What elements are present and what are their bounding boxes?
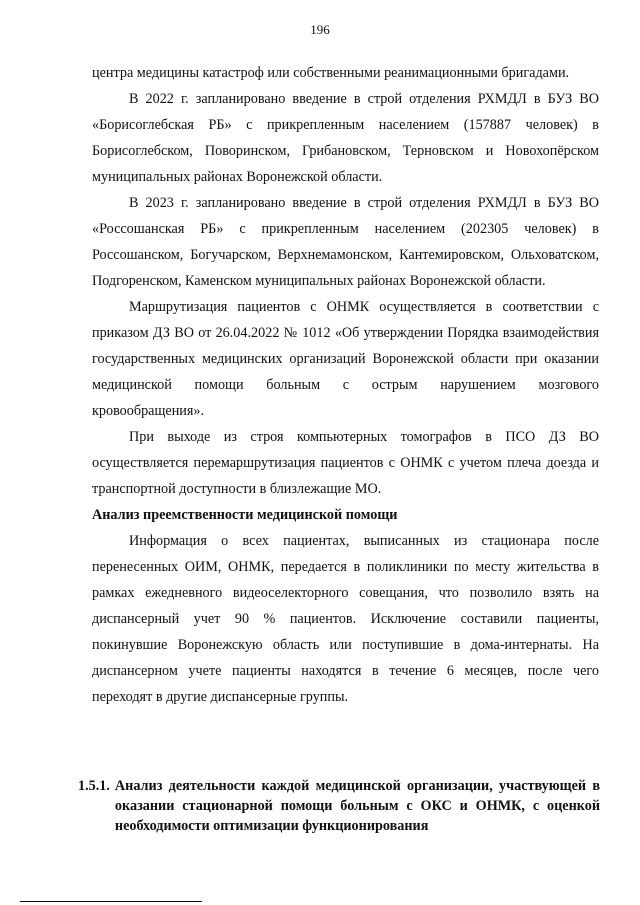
page-number: 196 bbox=[310, 22, 330, 37]
section-title: Анализ деятельности каждой медицинской организации, участвующей в оказании стационарной помощи больным с ОКС и ОНМК, с оценкой необходимости оптимизации функционирования bbox=[114, 778, 600, 834]
paragraph-5: При выходе из строя компьютерных томографов в ПСО ДЗ ВО осуществляется перемаршрутизация пациентов с ОНМК с учетом плеча доезда и транспортной доступности в близлежащие МО. bbox=[92, 429, 599, 497]
document-body bbox=[92, 60, 599, 710]
paragraph-3: В 2023 г. запланировано введение в строй отделения РХМДЛ в БУЗ ВО «Россошанская РБ» с прикрепленным населением (202305 человек) в Россошанском, Богучарском, Верхнемамонском, Кантемировском, Ольховатском, Подгоренском, Каменском муниципальных районах Воронежской области. bbox=[92, 195, 599, 289]
paragraph-1: центра медицины катастроф или собственными реанимационными бригадами. bbox=[92, 65, 570, 81]
footnote-divider bbox=[20, 901, 202, 902]
section-heading bbox=[78, 776, 600, 836]
paragraph-2: В 2022 г. запланировано введение в строй отделения РХМДЛ в БУЗ ВО «Борисоглебская РБ» с прикрепленным населением (157887 человек) в Борисоглебском, Поворинском, Грибановском, Терновском и Новохопёрском муниципальных районах Воронежской области. bbox=[92, 91, 599, 185]
paragraph-4: Маршрутизация пациентов с ОНМК осуществляется в соответствии с приказом ДЗ ВО от 26.04.2022 № 1012 «Об утверждении Порядка взаимодействия государственных медицинских организаций Воронежской области при оказании медицинской помощи больным с острым нарушением мозгового кровообращения». bbox=[92, 299, 599, 419]
subheading: Анализ преемственности медицинской помощи bbox=[92, 507, 398, 523]
section-number: 1.5.1. bbox=[78, 778, 110, 794]
paragraph-6: Информация о всех пациентах, выписанных из стационара после перенесенных ОИМ, ОНМК, передается в поликлиники по месту жительства в рамках ежедневного видеоселекторного совещания, что позволило взять на диспансерный учет 90 % пациентов. Исключение составили пациенты, покинувшие Воронежскую область или поступившие в дома-интернаты. На диспансерном учете пациенты находятся в течение 6 месяцев, после чего переходят в другие диспансерные группы. bbox=[92, 533, 599, 705]
